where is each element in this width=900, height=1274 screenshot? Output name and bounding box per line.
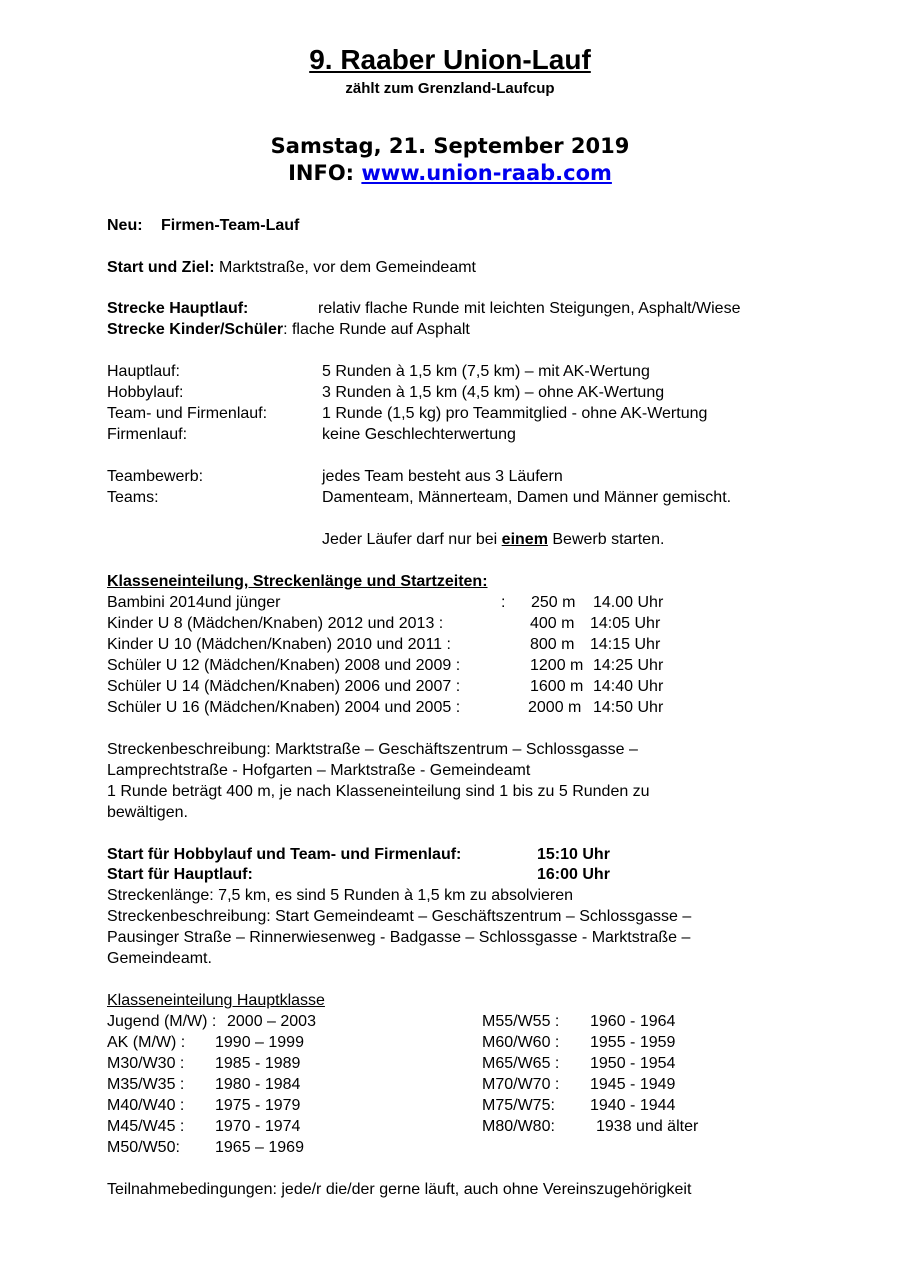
klassen-time: 14:25 Uhr [593, 657, 664, 674]
hauptklasse-heading: Klasseneinteilung Hauptklasse [107, 992, 325, 1009]
info-link[interactable]: www.union-raab.com [361, 161, 612, 185]
hk-class: M35/W35 : [107, 1076, 185, 1093]
hk-years: 1975 - 1979 [215, 1097, 301, 1114]
kinder-strecke-text: Lamprechtstraße - Hofgarten – Marktstraße - Gemeindeamt [107, 762, 531, 779]
haupt-info-text: Streckenbeschreibung: Start Gemeindeamt – Geschäftszentrum – Schlossgasse – [107, 908, 692, 925]
klassen-dist: 2000 m [528, 699, 582, 716]
klassen-time: 14:50 Uhr [593, 699, 664, 716]
hk-years: 1960 - 1964 [590, 1013, 676, 1030]
klassen-name: Schüler U 16 (Mädchen/Knaben) 2004 und 2005 : [107, 699, 461, 716]
lauf-value: keine Geschlechterwertung [322, 426, 516, 443]
einmal-emph: einem [501, 531, 548, 548]
hk-class: M65/W65 : [482, 1055, 560, 1072]
start-ziel-label: Start und Ziel: [107, 259, 215, 276]
kinder-strecke-text: bewältigen. [107, 804, 188, 821]
hk-years: 1965 – 1969 [215, 1139, 304, 1156]
team-label: Teams: [107, 489, 159, 506]
einmal-note [322, 529, 664, 550]
hk-class: M75/W75: [482, 1097, 555, 1114]
teilnahme-text: Teilnahmebedingungen: jede/r die/der gerne läuft, auch ohne Vereinszugehörigkeit [107, 1181, 692, 1198]
lauf-value: 3 Runden à 1,5 km (4,5 km) – ohne AK-Wertung [322, 384, 665, 401]
lauf-label: Firmenlauf: [107, 426, 188, 443]
strecke-kinder-value: : flache Runde auf Asphalt [283, 321, 470, 338]
team-value: Damenteam, Männerteam, Damen und Männer gemischt. [322, 489, 732, 506]
kinder-strecke-text: Streckenbeschreibung: Marktstraße – Geschäftszentrum – Schlossgasse – [107, 741, 638, 758]
hk-years: 1990 – 1999 [215, 1034, 304, 1051]
hk-years: 1970 - 1974 [215, 1118, 301, 1135]
klassen-name: Bambini 2014und jünger [107, 594, 281, 611]
lauf-value: 1 Runde (1,5 kg) pro Teammitglied - ohne AK-Wertung [322, 405, 708, 422]
strecke-kinder-line [107, 319, 470, 340]
start-ziel-line [107, 257, 476, 278]
hk-class: AK (M/W) : [107, 1034, 186, 1051]
einmal-post: Bewerb starten. [547, 531, 665, 548]
info-label: INFO: [288, 161, 362, 185]
hk-years: 2000 – 2003 [227, 1013, 316, 1030]
strecke-haupt-label: Strecke Hauptlauf: [107, 300, 249, 317]
start-time: 15:10 Uhr [537, 846, 610, 863]
klassen-name: Kinder U 8 (Mädchen/Knaben) 2012 und 2013 : [107, 615, 444, 632]
hk-class: M50/W50: [107, 1139, 180, 1156]
hk-years: 1938 und älter [596, 1118, 699, 1135]
klassen-name: Kinder U 10 (Mädchen/Knaben) 2010 und 2011 : [107, 636, 451, 653]
hk-years: 1950 - 1954 [590, 1055, 676, 1072]
hk-years: 1985 - 1989 [215, 1055, 301, 1072]
document-title: 9. Raaber Union-Lauf [309, 44, 591, 75]
neu-value: Firmen-Team-Lauf [161, 217, 300, 234]
team-label: Teambewerb: [107, 468, 204, 485]
klassen-dist: 1200 m [530, 657, 584, 674]
klassen-name: Schüler U 12 (Mädchen/Knaben) 2008 und 2009 : [107, 657, 461, 674]
lauf-label: Hauptlauf: [107, 363, 180, 380]
klassen-colon: : [501, 594, 506, 611]
start-ziel-value: Marktstraße, vor dem Gemeindeamt [219, 259, 476, 276]
klassen-dist: 250 m [531, 594, 576, 611]
haupt-info-text: Pausinger Straße – Rinnerwiesenweg - Badgasse – Schlossgasse - Marktstraße – [107, 929, 691, 946]
klassen-time: 14.00 Uhr [593, 594, 664, 611]
hk-years: 1955 - 1959 [590, 1034, 676, 1051]
start-label: Start für Hobbylauf und Team- und Firmenlauf: [107, 846, 462, 863]
klassen-dist: 1600 m [530, 678, 584, 695]
start-label: Start für Hauptlauf: [107, 866, 253, 883]
hk-class: M45/W45 : [107, 1118, 185, 1135]
klassen-dist: 800 m [530, 636, 575, 653]
klassen-heading: Klasseneinteilung, Streckenlänge und Startzeiten: [107, 573, 488, 590]
haupt-info-text: Streckenlänge: 7,5 km, es sind 5 Runden à 1,5 km zu absolvieren [107, 887, 574, 904]
hk-class: M70/W70 : [482, 1076, 560, 1093]
event-date: Samstag, 21. September 2019 [270, 134, 630, 158]
klassen-time: 14:15 Uhr [590, 636, 661, 653]
lauf-value: 5 Runden à 1,5 km (7,5 km) – mit AK-Wertung [322, 363, 650, 380]
neu-label: Neu: [107, 217, 143, 234]
haupt-info-text: Gemeindeamt. [107, 950, 212, 967]
einmal-pre: Jeder Läufer darf nur bei [322, 531, 502, 548]
lauf-label: Hobbylauf: [107, 384, 184, 401]
hk-class: M60/W60 : [482, 1034, 560, 1051]
hk-years: 1940 - 1944 [590, 1097, 676, 1114]
kinder-strecke-text: 1 Runde beträgt 400 m, je nach Klasseneinteilung sind 1 bis zu 5 Runden zu [107, 783, 650, 800]
strecke-kinder-label: Strecke Kinder/Schüler [107, 321, 284, 338]
hk-class: M80/W80: [482, 1118, 555, 1135]
hk-class: Jugend (M/W) : [107, 1013, 217, 1030]
klassen-time: 14:05 Uhr [590, 615, 661, 632]
hk-years: 1980 - 1984 [215, 1076, 301, 1093]
hk-years: 1945 - 1949 [590, 1076, 676, 1093]
hk-class: M30/W30 : [107, 1055, 185, 1072]
klassen-name: Schüler U 14 (Mädchen/Knaben) 2006 und 2007 : [107, 678, 461, 695]
klassen-dist: 400 m [530, 615, 575, 632]
lauf-label: Team- und Firmenlauf: [107, 405, 268, 422]
start-time: 16:00 Uhr [537, 866, 610, 883]
info-line [0, 161, 900, 185]
strecke-haupt-value: relativ flache Runde mit leichten Steigungen, Asphalt/Wiese [318, 300, 741, 317]
document-subtitle: zählt zum Grenzland-Laufcup [345, 80, 555, 97]
hk-class: M40/W40 : [107, 1097, 185, 1114]
klassen-time: 14:40 Uhr [593, 678, 664, 695]
hk-class: M55/W55 : [482, 1013, 560, 1030]
team-value: jedes Team besteht aus 3 Läufern [322, 468, 563, 485]
